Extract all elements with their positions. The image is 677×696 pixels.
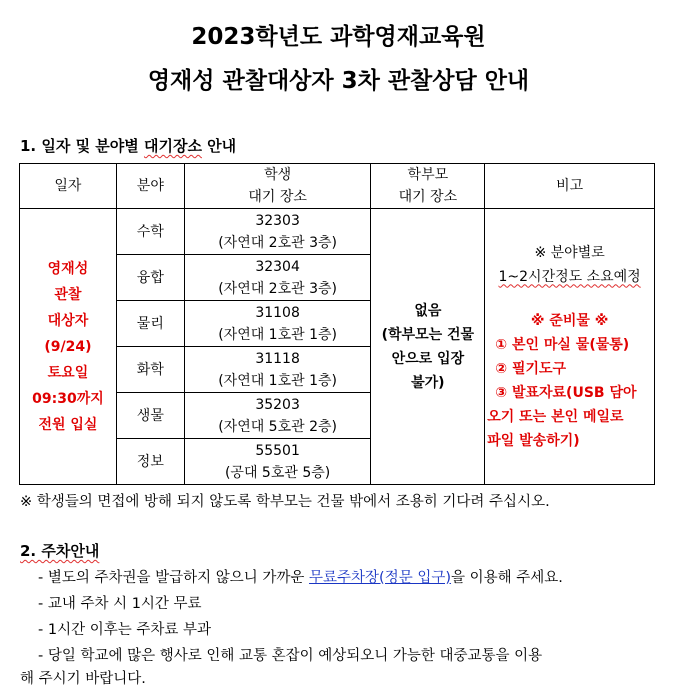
table-footnote: ※ 학생들의 면접에 방해 되지 않도록 학부모는 건물 밖에서 조용히 기다려 주십시오.: [20, 494, 550, 510]
header-student: [184, 164, 371, 209]
date-line: 영재성: [47, 260, 89, 277]
building-name: (자연대 2호관 3층): [218, 280, 337, 297]
field-cell: 물리: [116, 301, 184, 347]
free-parking-link[interactable]: 무료주차장(정문 입구): [309, 570, 452, 586]
parent-line: 없음: [414, 302, 442, 319]
note-line-2: [485, 265, 654, 289]
student-location-cell: [184, 393, 371, 439]
header-parent: [371, 164, 485, 209]
prep-item-3c: 파일 발송하기): [487, 432, 580, 449]
header-field: 분야: [116, 164, 184, 209]
date-line: 대상자: [47, 312, 89, 329]
note-cell: [485, 209, 655, 485]
parking-item-4b: 해 주시기 바랍니다.: [20, 671, 146, 687]
field-cell: 융합: [116, 255, 184, 301]
student-location-cell: [184, 209, 371, 255]
section-2-heading: [20, 540, 99, 561]
date-line: (9/24): [44, 338, 92, 355]
section-1-heading: [20, 135, 236, 156]
building-name: (자연대 1호관 1층): [218, 326, 337, 343]
parking-item-4a: - 당일 학교에 많은 행사로 인해 교통 혼잡이 예상되오니 가능한 대중교통을 이용: [38, 648, 543, 664]
parent-line: 불가): [411, 374, 445, 391]
student-location-cell: [184, 301, 371, 347]
note-line-2-text: 1~2시간정도 소요예정: [498, 268, 641, 285]
date-line: 09:30까지: [32, 390, 104, 407]
prep-item-3a: ③ 발표자료(USB 담아: [495, 384, 637, 401]
prep-title: ※ 준비물 ※: [530, 312, 609, 329]
room-number: 32304: [255, 258, 300, 275]
student-location-cell: [184, 347, 371, 393]
prep-item-2: ② 필기도구: [495, 360, 567, 377]
section-1-title-b: 대기장소: [143, 137, 202, 155]
building-name: (자연대 1호관 1층): [218, 372, 337, 389]
date-line: 관찰: [54, 286, 82, 303]
room-number: 32303: [255, 212, 300, 229]
title-line-1: 2023학년도 과학영재교육원: [191, 24, 486, 50]
title-line-2: 영재성 관찰대상자 3차 관찰상담 안내: [147, 68, 530, 94]
field-cell: 화학: [116, 347, 184, 393]
date-line: 토요일: [47, 364, 89, 381]
section-2-title: 2. 주차안내: [20, 542, 100, 560]
student-location-cell: [184, 255, 371, 301]
parking-item-2: - 교내 주차 시 1시간 무료: [38, 596, 202, 612]
parent-line: 안으로 입장: [391, 350, 465, 367]
section-1-title-a: 일자 및 분야별: [41, 137, 144, 155]
room-number: 31108: [255, 304, 300, 321]
room-number: 31118: [255, 350, 300, 367]
prep-item-3b: 오기 또는 본인 메일로: [487, 408, 624, 425]
waiting-location-table: [19, 163, 655, 485]
note-line-1: ※ 분야별로: [534, 244, 605, 261]
header-parent-b: 대기 장소: [398, 189, 458, 205]
parking-item-1: [38, 566, 563, 587]
building-name: (공대 5호관 5층): [224, 464, 331, 481]
building-name: (자연대 5호관 2층): [218, 418, 337, 435]
building-name: (자연대 2호관 3층): [218, 234, 337, 251]
header-student-a: 학생: [264, 167, 292, 183]
field-cell: 생물: [116, 393, 184, 439]
section-1-number: 1.: [20, 137, 37, 155]
field-cell: 정보: [116, 439, 184, 485]
parking-item-3: - 1시간 이후는 주차료 부과: [38, 622, 211, 638]
field-cell: 수학: [116, 209, 184, 255]
parent-location-cell: [371, 209, 485, 485]
parent-line: (학부모는 건물: [381, 326, 475, 343]
date-line: 전원 입실: [38, 416, 98, 433]
room-number: 55501: [255, 442, 300, 459]
header-date: 일자: [20, 164, 117, 209]
header-parent-a: 학부모: [407, 167, 449, 183]
table-header-row: [20, 164, 655, 209]
table-row: [20, 209, 655, 255]
parking-item-1-b: 을 이용해 주세요.: [451, 570, 563, 586]
date-cell: [20, 209, 117, 485]
room-number: 35203: [255, 396, 300, 413]
header-note: 비고: [485, 164, 655, 209]
section-1-title-c: 안내: [201, 137, 237, 155]
prep-item-1: ① 본인 마실 물(물통): [495, 336, 630, 353]
parking-item-1-a: - 별도의 주차권을 발급하지 않으니 가까운: [38, 570, 310, 586]
student-location-cell: [184, 439, 371, 485]
header-student-b: 대기 장소: [248, 189, 307, 205]
